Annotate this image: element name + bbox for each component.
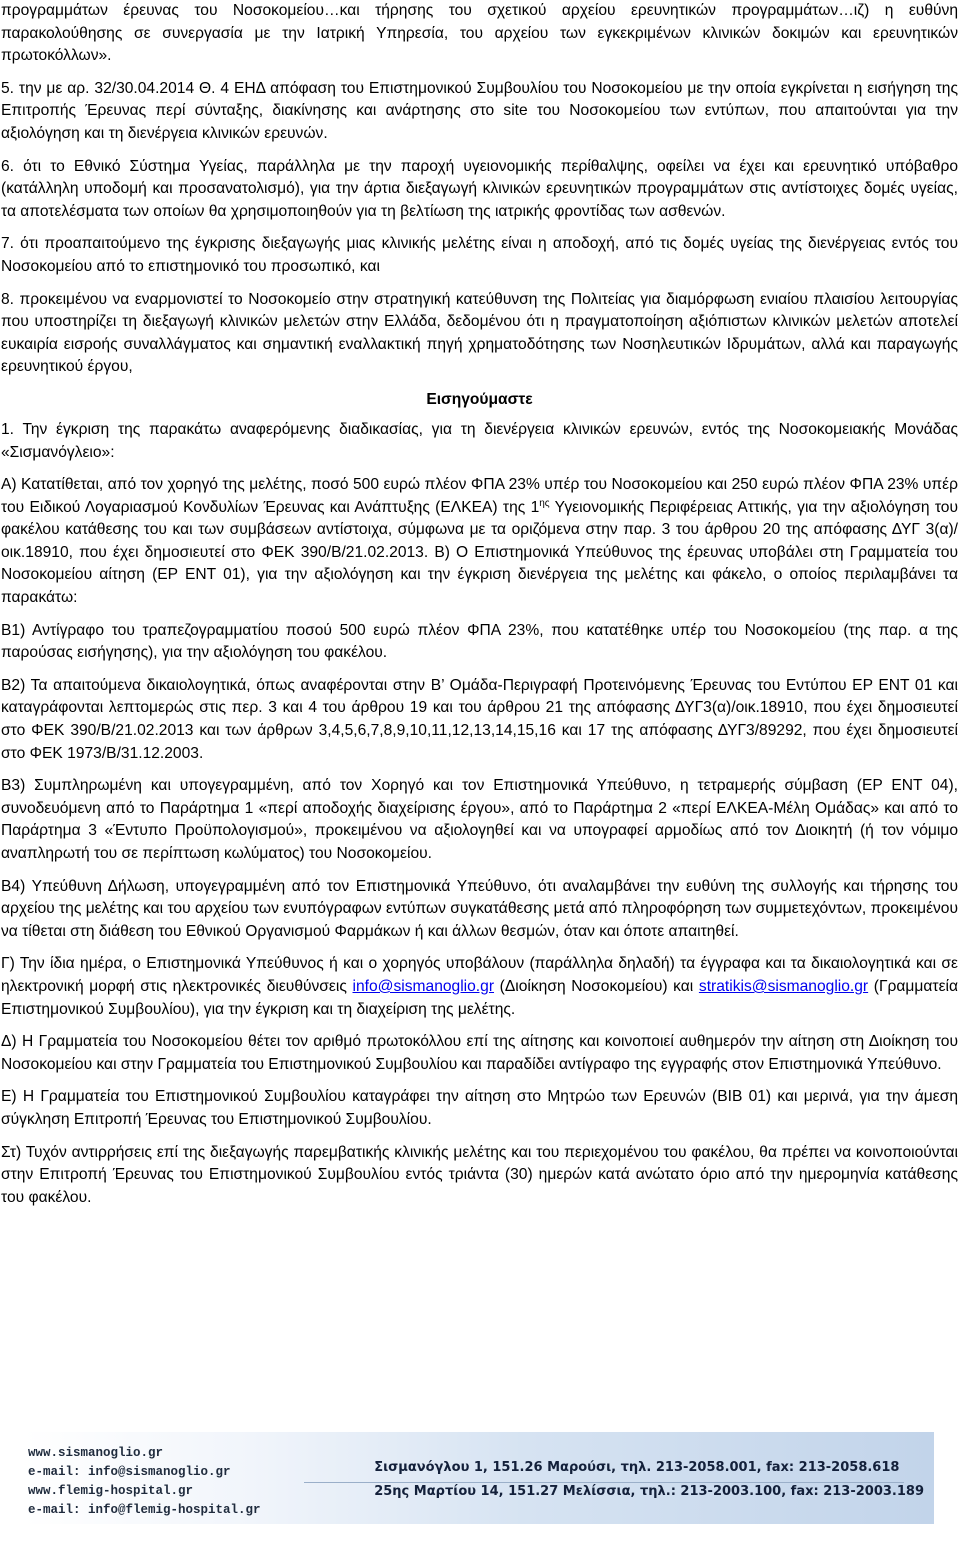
- paragraph-g-text-3: (Γραμματεία Επιστημονικού Συμβουλίου), για την έγκριση και τη διαχείριση της μελέτης.: [1, 977, 958, 1018]
- footer-website-2: www.flemig-hospital.gr: [28, 1484, 194, 1498]
- paragraph-a: [1, 474, 958, 610]
- paragraph-b2: Β2) Τα απαιτούμενα δικαιολογητικά, όπως αναφέρονται στην Β’ Ομάδα-Περιγραφή Προτεινόμενης Έρευνας του Εντύπου ΕΡ ΕΝΤ 01 και καταγράφονται λεπτομερώς στις περ. 3 και 4 του άρθρου 19 και του άρθρου 21 της απόφασης ΔΥΓ3(α)/οικ.18910, που έχει δημοσιευτεί στο ΦΕΚ 390/Β/21.02.2013 και των άρθρων 3,4,5,6,7,8,9,10,11,12,13,14,15,16 και 17 της απόφασης ΔΥΓ3/89292, που έχει δημοσιευτεί στο ΦΕΚ 1973/Β/31.12.2003.: [1, 676, 958, 762]
- paragraph-b4: Β4) Υπεύθυνη Δήλωση, υπογεγραμμένη από τον Επιστημονικά Υπεύθυνο, ότι αναλαμβάνει την ευθύνη της συλλογής και τήρησης του αρχείου της μελέτης και του αρχείου των ενυπόγραφων εντύπων συγκατάθεσης μετά από πληροφόρηση των συμμετεχόντων, προκειμένου να τίθεται στη διάθεση του Εθνικού Οργανισμού Φαρμάκων ή και άλλων θεσμών, όταν και όποτε απαιτηθεί.: [1, 877, 959, 940]
- paragraph-st: Στ) Τυχόν αντιρρήσεις επί της διεξαγωγής παρεμβατικής κλινικής μελέτης και του περιεχομένου του φακέλου, θα πρέπει να κοινοποιούνται στην Επιτροπή Έρευνας του Επιστημονικού Συμβουλίου εντός τριάντα (30) ημερών κατά ανώτατο όριο από την ημερομηνία κατάθεσης του φακέλου.: [1, 1143, 958, 1206]
- section-heading: Εισηγούμαστε: [426, 390, 533, 408]
- footer-email-1: e-mail: info@sismanoglio.gr: [28, 1465, 231, 1479]
- paragraph-7: 7. ότι προαπαιτούμενο της έγκρισης διεξαγωγής μιας κλινικής μελέτης είναι η αποδοχή, από τις δομές υγείας της διενέργειας εντός του Νοσοκομείου από το επιστημονικό του προσωπικό, και: [1, 235, 958, 275]
- paragraph-6: 6. ότι το Εθνικό Σύστημα Υγείας, παράλληλα με την παροχή υγειονομικής περίθαλψης, οφείλει να έχει και ερευνητικό υπόβαθρο (κατάλληλη υποδομή και προσανατολισμό), για την άρτια διεξαγωγή κλινικών ερευνητικών προγραμμάτων στις αντίστοιχες δομές υγείας, τα αποτελέσματα των οποίων θα χρησιμοποιηθούν για τη βελτίωση της ιατρικής φροντίδας των ασθενών.: [1, 157, 958, 220]
- paragraph-b1: Β1) Αντίγραφο του τραπεζογραμματίου ποσού 500 ευρώ πλέον ΦΠΑ 23%, που κατατέθηκε υπέρ του Νοσοκομείου (της παρ. α της παρούσας εισήγησης), για την αξιολόγηση του φακέλου.: [1, 621, 958, 662]
- email-link-stratikis[interactable]: stratikis@sismanoglio.gr: [698, 977, 869, 995]
- paragraph-b3: Β3) Συμπληρωμένη και υπογεγραμμένη, από τον Χορηγό και τον Επιστημονικά Υπεύθυνο, η τετραμερής σύμβαση (ΕΡ ΕΝΤ 04), συνοδευόμενη από το Παράρτημα 1 «περί αποδοχής διαχείρισης έργου», από το Παράρτημα 2 «περί ΕΛΚΕΑ-Μέλη Ομάδας» και από το Παράρτημα 3 «Έντυπο Προϋπολογισμού», προκειμένου να αξιολογηθεί και να υπογραφεί αρμοδίως από τον Διοικητή (ή τον νόμιμο αναπληρωτή του σε περίπτωση κωλύματος) του Νοσοκομείου.: [1, 777, 958, 862]
- paragraph-e: Ε) Η Γραμματεία του Επιστημονικού Συμβουλίου καταγράφει την αίτηση στο Μητρώο των Ερευνών (ΒΙΒ 01) και μερινά, για την άμεση σύγκληση Επιτροπή Έρευνας του Επιστημονικού Συμβουλίου.: [1, 1088, 958, 1128]
- paragraph-a-text-1: Α) Κατατίθεται, από τον χορηγό της μελέτης, ποσό 500 ευρώ πλέον ΦΠΑ 23% υπέρ του Νοσοκομείου και 250 ευρώ πλέον ΦΠΑ 23% υπέρ του Ειδικού Λογαριασμού Κονδυλίων Έρευνας και Ανάπτυξης (ΕΛΚΕΑ) της 1: [1, 476, 958, 516]
- footer-address-2: 25ης Μαρτίου 14, 151.27 Μελίσσια, τηλ.: 213-2003.100, fax: 213-2003.189: [374, 1484, 924, 1499]
- footer-banner: [24, 1432, 934, 1524]
- footer-web-contacts: [28, 1444, 261, 1520]
- paragraph-g-text-2: (Διοίκηση Νοσοκομείου) και: [494, 977, 699, 995]
- paragraph-g: [1, 953, 958, 1021]
- footer-address-1: Σισμανόγλου 1, 151.26 Μαρούσι, τηλ. 213-2058.001, fax: 213-2058.618: [374, 1460, 900, 1475]
- paragraph-a-text-2: Υγειονομικής Περιφέρειας Αττικής, για την αξιολόγηση του φακέλου κατάθεσης του και των συμβάσεων αντίστοιχα, σύμφωνα με τα οριζόμενα στην παρ. 3 του άρθρου 20 της απόφασης ΔΥΓ 3(α)/οικ.18910, που έχει δημοσιευτεί στο ΦΕΚ 390/Β/21.02.2013. Β) Ο Επιστημονικά Υπεύθυνος της έρευνας υποβάλει στη Γραμματεία του Νοσοκομείου αίτηση (ΕΡ ΕΝΤ 01), για την αξιολόγηση και την έγκριση διενέργεια της μελέτης και φάκελο, ο οποίος περιλαμβάνει τα παρακάτω:: [1, 498, 958, 607]
- paragraph-8: 8. προκειμένου να εναρμονιστεί το Νοσοκομείο στην στρατηγική κατεύθυνση της Πολιτείας για διαμόρφωση ενιαίου πλαισίου λειτουργίας που υποστηρίζει τη διεξαγωγή κλινικών μελετών στην Ελλάδα, δεδομένου ότι η πραγματοποίηση αξιόπιστων κλινικών μελετών αποτελεί ευκαιρία εισροής συναλλάγματος και σημαντική εναλλακτική πηγή χρηματοδότησης των Νοσηλευτικών Ιδρυμάτων, αλλά και παραγωγής ερευνητικού έργου,: [1, 290, 958, 376]
- paragraph-continuation: προγραμμάτων έρευνας του Νοσοκομείου…και τήρησης του σχετικού αρχείου ερευνητικών προγραμμάτων…ιζ) η ευθύνη παρακολούθησης σε συνεργασία με την Ιατρική Υπηρεσία, του αρχείου των εγκεκριμένων κλινικών δοκιμών και ερευνητικών πρωτοκόλλων».: [1, 2, 958, 65]
- paragraph-d: Δ) Η Γραμματεία του Νοσοκομείου θέτει τον αριθμό πρωτοκόλλου επί της αίτησης και κοινοποιεί αυθημερόν την αίτηση στη Διοίκηση του Νοσοκομείου και στην Γραμματεία του Επιστημονικού Συμβουλίου και παραδίδει αντίγραφο της εγγραφής στον Επιστημονικά Υπεύθυνο.: [1, 1033, 958, 1073]
- paragraph-5: 5. την με αρ. 32/30.04.2014 Θ. 4 ΕΗΔ απόφαση του Επιστημονικού Συμβουλίου του Νοσοκομείου με την οποία εγκρίνεται η εισήγηση της Επιτροπής Έρευνας περί σύνταξης, διακίνησης και ανάρτησης στο site του Νοσοκομείου των εντύπων, που απαιτούνται για την αξιολόγηση και τη διενέργεια κλινικών ερευνών.: [1, 79, 958, 142]
- proposal-1: 1. Την έγκριση της παρακάτω αναφερόμενης διαδικασίας, για τη διενέργεια κλινικών ερευνών, εντός της Νοσοκομειακής Μονάδας «Σισμανόγλειο»:: [1, 420, 958, 461]
- paragraph-g-text-1: Γ) Την ίδια ημέρα, ο Επιστημονικά Υπεύθυνος ή και ο χορηγός υποβάλουν (παράλληλα δηλαδή) τα έγγραφα και τα δικαιολογητικά και σε ηλεκτρονική μορφή στις ηλεκτρονικές διευθύνσεις: [1, 955, 958, 995]
- footer-website-1: www.sismanoglio.gr: [28, 1446, 164, 1460]
- footer-email-2: e-mail: info@flemig-hospital.gr: [28, 1503, 261, 1517]
- email-link-info[interactable]: info@sismanoglio.gr: [352, 977, 495, 995]
- ordinal-superscript: ης: [539, 497, 550, 509]
- footer-addresses: [374, 1456, 924, 1504]
